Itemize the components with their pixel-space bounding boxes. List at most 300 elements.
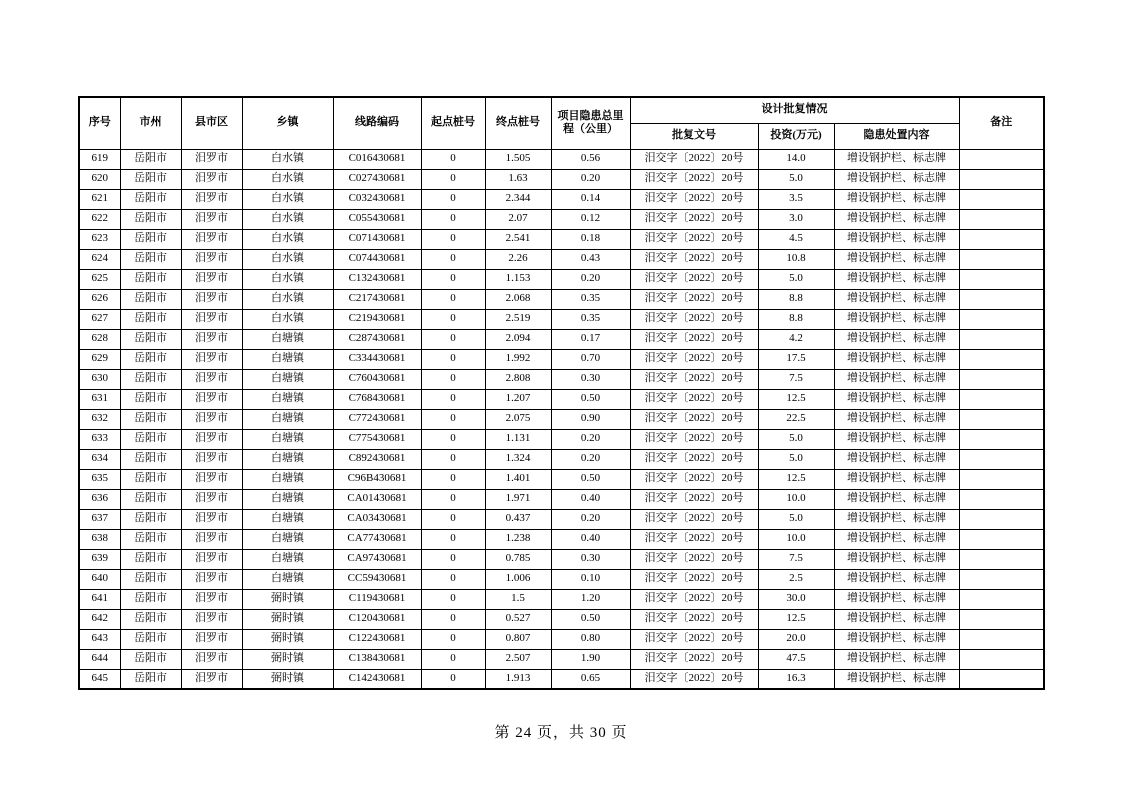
cell-investment: 17.5 (758, 349, 834, 369)
cell-end-stake: 1.505 (485, 149, 551, 169)
cell-investment: 4.2 (758, 329, 834, 349)
cell-start-stake: 0 (421, 329, 485, 349)
cell-city: 岳阳市 (120, 249, 181, 269)
cell-remark (959, 549, 1044, 569)
cell-town: 白水镇 (242, 189, 333, 209)
cell-county: 汨罗市 (181, 369, 242, 389)
cell-approval-doc: 汨交字〔2022〕20号 (630, 489, 758, 509)
cell-remark (959, 629, 1044, 649)
cell-town: 白塘镇 (242, 529, 333, 549)
cell-hazard-mileage: 0.56 (551, 149, 630, 169)
table-row (79, 609, 1044, 629)
cell-investment: 2.5 (758, 569, 834, 589)
cell-hazard-mileage: 0.18 (551, 229, 630, 249)
cell-end-stake: 1.913 (485, 669, 551, 689)
cell-remark (959, 389, 1044, 409)
cell-town: 白水镇 (242, 249, 333, 269)
cell-end-stake: 1.5 (485, 589, 551, 609)
cell-remark (959, 589, 1044, 609)
cell-start-stake: 0 (421, 249, 485, 269)
cell-approval-doc: 汨交字〔2022〕20号 (630, 169, 758, 189)
cell-end-stake: 1.131 (485, 429, 551, 449)
cell-remark (959, 329, 1044, 349)
cell-hazard-mileage: 0.90 (551, 409, 630, 429)
cell-approval-doc: 汨交字〔2022〕20号 (630, 229, 758, 249)
cell-investment: 5.0 (758, 449, 834, 469)
cell-county: 汨罗市 (181, 609, 242, 629)
cell-city: 岳阳市 (120, 349, 181, 369)
cell-serial: 620 (79, 169, 120, 189)
cell-serial: 637 (79, 509, 120, 529)
cell-remark (959, 409, 1044, 429)
table-row (79, 589, 1044, 609)
cell-remark (959, 569, 1044, 589)
table-row (79, 429, 1044, 449)
cell-serial: 639 (79, 549, 120, 569)
cell-start-stake: 0 (421, 549, 485, 569)
cell-city: 岳阳市 (120, 569, 181, 589)
cell-start-stake: 0 (421, 429, 485, 449)
cell-town: 白塘镇 (242, 369, 333, 389)
cell-remark (959, 209, 1044, 229)
cell-city: 岳阳市 (120, 629, 181, 649)
table-row (79, 309, 1044, 329)
cell-end-stake: 1.238 (485, 529, 551, 549)
cell-start-stake: 0 (421, 449, 485, 469)
cell-city: 岳阳市 (120, 549, 181, 569)
cell-investment: 5.0 (758, 429, 834, 449)
cell-county: 汨罗市 (181, 289, 242, 309)
cell-approval-doc: 汨交字〔2022〕20号 (630, 389, 758, 409)
cell-approval-doc: 汨交字〔2022〕20号 (630, 549, 758, 569)
table-row (79, 529, 1044, 549)
table-row (79, 549, 1044, 569)
cell-start-stake: 0 (421, 189, 485, 209)
cell-approval-doc: 汨交字〔2022〕20号 (630, 589, 758, 609)
cell-approval-doc: 汨交字〔2022〕20号 (630, 149, 758, 169)
cell-approval-doc: 汨交字〔2022〕20号 (630, 569, 758, 589)
cell-approval-doc: 汨交字〔2022〕20号 (630, 449, 758, 469)
cell-line-code: C132430681 (333, 269, 421, 289)
cell-city: 岳阳市 (120, 469, 181, 489)
cell-line-code: C334430681 (333, 349, 421, 369)
cell-town: 白塘镇 (242, 429, 333, 449)
cell-treatment-content: 增设钢护栏、标志牌 (834, 509, 959, 529)
cell-hazard-mileage: 0.14 (551, 189, 630, 209)
cell-city: 岳阳市 (120, 529, 181, 549)
cell-town: 白塘镇 (242, 349, 333, 369)
cell-end-stake: 1.006 (485, 569, 551, 589)
cell-treatment-content: 增设钢护栏、标志牌 (834, 169, 959, 189)
cell-treatment-content: 增设钢护栏、标志牌 (834, 489, 959, 509)
table-row (79, 569, 1044, 589)
cell-serial: 645 (79, 669, 120, 689)
cell-treatment-content: 增设钢护栏、标志牌 (834, 449, 959, 469)
cell-treatment-content: 增设钢护栏、标志牌 (834, 249, 959, 269)
table-row (79, 649, 1044, 669)
cell-end-stake: 1.971 (485, 489, 551, 509)
cell-treatment-content: 增设钢护栏、标志牌 (834, 429, 959, 449)
cell-start-stake: 0 (421, 209, 485, 229)
cell-county: 汨罗市 (181, 429, 242, 449)
cell-treatment-content: 增设钢护栏、标志牌 (834, 329, 959, 349)
table-row (79, 289, 1044, 309)
table-header (79, 97, 1044, 149)
cell-serial: 631 (79, 389, 120, 409)
table-row (79, 149, 1044, 169)
cell-start-stake: 0 (421, 669, 485, 689)
cell-hazard-mileage: 0.50 (551, 469, 630, 489)
cell-start-stake: 0 (421, 369, 485, 389)
cell-treatment-content: 增设钢护栏、标志牌 (834, 309, 959, 329)
cell-remark (959, 489, 1044, 509)
cell-remark (959, 509, 1044, 529)
cell-start-stake: 0 (421, 469, 485, 489)
cell-remark (959, 469, 1044, 489)
cell-end-stake: 2.519 (485, 309, 551, 329)
header-county: 县市区 (181, 97, 242, 149)
cell-end-stake: 2.068 (485, 289, 551, 309)
cell-county: 汨罗市 (181, 149, 242, 169)
cell-county: 汨罗市 (181, 229, 242, 249)
cell-investment: 12.5 (758, 469, 834, 489)
cell-approval-doc: 汨交字〔2022〕20号 (630, 409, 758, 429)
cell-hazard-mileage: 0.17 (551, 329, 630, 349)
cell-city: 岳阳市 (120, 409, 181, 429)
table-row (79, 209, 1044, 229)
cell-county: 汨罗市 (181, 309, 242, 329)
cell-line-code: C027430681 (333, 169, 421, 189)
cell-investment: 7.5 (758, 549, 834, 569)
cell-line-code: C772430681 (333, 409, 421, 429)
cell-start-stake: 0 (421, 269, 485, 289)
cell-town: 白水镇 (242, 289, 333, 309)
cell-treatment-content: 增设钢护栏、标志牌 (834, 289, 959, 309)
cell-city: 岳阳市 (120, 369, 181, 389)
header-hazard-mileage: 项目隐患总里程（公里） (551, 97, 630, 149)
cell-county: 汨罗市 (181, 189, 242, 209)
cell-city: 岳阳市 (120, 149, 181, 169)
cell-treatment-content: 增设钢护栏、标志牌 (834, 669, 959, 689)
cell-remark (959, 149, 1044, 169)
cell-end-stake: 2.541 (485, 229, 551, 249)
cell-town: 白水镇 (242, 149, 333, 169)
cell-investment: 4.5 (758, 229, 834, 249)
cell-serial: 627 (79, 309, 120, 329)
cell-investment: 10.8 (758, 249, 834, 269)
cell-city: 岳阳市 (120, 389, 181, 409)
cell-approval-doc: 汨交字〔2022〕20号 (630, 349, 758, 369)
cell-investment: 3.0 (758, 209, 834, 229)
header-approval-group: 设计批复情况 (630, 97, 959, 123)
cell-hazard-mileage: 0.50 (551, 389, 630, 409)
cell-town: 弼时镇 (242, 669, 333, 689)
cell-town: 弼时镇 (242, 589, 333, 609)
cell-treatment-content: 增设钢护栏、标志牌 (834, 409, 959, 429)
cell-hazard-mileage: 0.10 (551, 569, 630, 589)
cell-town: 白水镇 (242, 309, 333, 329)
table-row (79, 189, 1044, 209)
cell-treatment-content: 增设钢护栏、标志牌 (834, 269, 959, 289)
cell-remark (959, 429, 1044, 449)
cell-line-code: CA97430681 (333, 549, 421, 569)
cell-remark (959, 309, 1044, 329)
cell-line-code: CC59430681 (333, 569, 421, 589)
cell-approval-doc: 汨交字〔2022〕20号 (630, 669, 758, 689)
table-row (79, 629, 1044, 649)
cell-remark (959, 349, 1044, 369)
cell-end-stake: 0.527 (485, 609, 551, 629)
cell-town: 白塘镇 (242, 549, 333, 569)
header-end-stake: 终点桩号 (485, 97, 551, 149)
cell-treatment-content: 增设钢护栏、标志牌 (834, 349, 959, 369)
cell-hazard-mileage: 0.35 (551, 309, 630, 329)
cell-serial: 643 (79, 629, 120, 649)
header-investment: 投资(万元) (758, 123, 834, 149)
cell-city: 岳阳市 (120, 269, 181, 289)
cell-town: 弼时镇 (242, 609, 333, 629)
cell-remark (959, 529, 1044, 549)
cell-town: 白塘镇 (242, 449, 333, 469)
cell-city: 岳阳市 (120, 209, 181, 229)
table-body (79, 149, 1044, 689)
cell-line-code: C071430681 (333, 229, 421, 249)
cell-treatment-content: 增设钢护栏、标志牌 (834, 469, 959, 489)
table-row (79, 269, 1044, 289)
cell-county: 汨罗市 (181, 469, 242, 489)
cell-investment: 30.0 (758, 589, 834, 609)
cell-serial: 630 (79, 369, 120, 389)
cell-serial: 624 (79, 249, 120, 269)
cell-investment: 12.5 (758, 389, 834, 409)
cell-approval-doc: 汨交字〔2022〕20号 (630, 249, 758, 269)
cell-remark (959, 189, 1044, 209)
cell-city: 岳阳市 (120, 429, 181, 449)
cell-line-code: C219430681 (333, 309, 421, 329)
cell-serial: 635 (79, 469, 120, 489)
cell-start-stake: 0 (421, 529, 485, 549)
cell-approval-doc: 汨交字〔2022〕20号 (630, 469, 758, 489)
table-row (79, 449, 1044, 469)
cell-approval-doc: 汨交字〔2022〕20号 (630, 309, 758, 329)
cell-approval-doc: 汨交字〔2022〕20号 (630, 189, 758, 209)
table-row (79, 389, 1044, 409)
hazard-project-table (78, 96, 1045, 690)
table-row (79, 489, 1044, 509)
cell-county: 汨罗市 (181, 169, 242, 189)
cell-line-code: C122430681 (333, 629, 421, 649)
cell-town: 白塘镇 (242, 409, 333, 429)
cell-investment: 47.5 (758, 649, 834, 669)
cell-city: 岳阳市 (120, 449, 181, 469)
cell-treatment-content: 增设钢护栏、标志牌 (834, 229, 959, 249)
header-town: 乡镇 (242, 97, 333, 149)
cell-remark (959, 369, 1044, 389)
cell-county: 汨罗市 (181, 209, 242, 229)
cell-county: 汨罗市 (181, 509, 242, 529)
cell-end-stake: 1.153 (485, 269, 551, 289)
cell-investment: 10.0 (758, 489, 834, 509)
cell-county: 汨罗市 (181, 669, 242, 689)
cell-start-stake: 0 (421, 569, 485, 589)
cell-approval-doc: 汨交字〔2022〕20号 (630, 649, 758, 669)
cell-county: 汨罗市 (181, 589, 242, 609)
cell-hazard-mileage: 0.50 (551, 609, 630, 629)
cell-serial: 619 (79, 149, 120, 169)
cell-town: 白水镇 (242, 169, 333, 189)
header-remark: 备注 (959, 97, 1044, 149)
cell-serial: 625 (79, 269, 120, 289)
cell-serial: 644 (79, 649, 120, 669)
cell-town: 白塘镇 (242, 469, 333, 489)
cell-approval-doc: 汨交字〔2022〕20号 (630, 609, 758, 629)
cell-hazard-mileage: 0.80 (551, 629, 630, 649)
cell-end-stake: 2.344 (485, 189, 551, 209)
cell-city: 岳阳市 (120, 669, 181, 689)
cell-treatment-content: 增设钢护栏、标志牌 (834, 629, 959, 649)
cell-serial: 638 (79, 529, 120, 549)
cell-town: 弼时镇 (242, 649, 333, 669)
cell-investment: 8.8 (758, 289, 834, 309)
cell-line-code: C760430681 (333, 369, 421, 389)
cell-remark (959, 229, 1044, 249)
cell-city: 岳阳市 (120, 589, 181, 609)
cell-hazard-mileage: 0.20 (551, 509, 630, 529)
cell-line-code: C119430681 (333, 589, 421, 609)
cell-county: 汨罗市 (181, 349, 242, 369)
cell-hazard-mileage: 0.20 (551, 449, 630, 469)
cell-city: 岳阳市 (120, 489, 181, 509)
cell-investment: 5.0 (758, 509, 834, 529)
table-row (79, 229, 1044, 249)
cell-treatment-content: 增设钢护栏、标志牌 (834, 609, 959, 629)
cell-end-stake: 1.992 (485, 349, 551, 369)
cell-start-stake: 0 (421, 229, 485, 249)
cell-investment: 12.5 (758, 609, 834, 629)
cell-line-code: C074430681 (333, 249, 421, 269)
table-row (79, 249, 1044, 269)
cell-end-stake: 2.094 (485, 329, 551, 349)
cell-serial: 629 (79, 349, 120, 369)
cell-treatment-content: 增设钢护栏、标志牌 (834, 589, 959, 609)
cell-end-stake: 0.807 (485, 629, 551, 649)
cell-line-code: C120430681 (333, 609, 421, 629)
cell-line-code: CA77430681 (333, 529, 421, 549)
header-treatment-content: 隐患处置内容 (834, 123, 959, 149)
cell-line-code: CA03430681 (333, 509, 421, 529)
cell-hazard-mileage: 0.70 (551, 349, 630, 369)
cell-line-code: CA01430681 (333, 489, 421, 509)
header-approval-doc: 批复文号 (630, 123, 758, 149)
cell-treatment-content: 增设钢护栏、标志牌 (834, 369, 959, 389)
page-indicator: 第 24 页，共 30 页 (494, 725, 628, 741)
cell-remark (959, 609, 1044, 629)
cell-treatment-content: 增设钢护栏、标志牌 (834, 189, 959, 209)
cell-start-stake: 0 (421, 289, 485, 309)
cell-county: 汨罗市 (181, 449, 242, 469)
cell-start-stake: 0 (421, 609, 485, 629)
cell-serial: 633 (79, 429, 120, 449)
cell-county: 汨罗市 (181, 389, 242, 409)
cell-hazard-mileage: 1.90 (551, 649, 630, 669)
cell-treatment-content: 增设钢护栏、标志牌 (834, 389, 959, 409)
cell-end-stake: 2.507 (485, 649, 551, 669)
cell-county: 汨罗市 (181, 649, 242, 669)
cell-approval-doc: 汨交字〔2022〕20号 (630, 329, 758, 349)
cell-town: 白塘镇 (242, 329, 333, 349)
cell-serial: 640 (79, 569, 120, 589)
cell-town: 白塘镇 (242, 569, 333, 589)
table-row (79, 169, 1044, 189)
cell-investment: 7.5 (758, 369, 834, 389)
cell-investment: 5.0 (758, 269, 834, 289)
cell-treatment-content: 增设钢护栏、标志牌 (834, 569, 959, 589)
cell-serial: 634 (79, 449, 120, 469)
cell-start-stake: 0 (421, 409, 485, 429)
cell-line-code: C055430681 (333, 209, 421, 229)
cell-remark (959, 669, 1044, 689)
cell-end-stake: 2.075 (485, 409, 551, 429)
cell-investment: 20.0 (758, 629, 834, 649)
cell-investment: 8.8 (758, 309, 834, 329)
cell-town: 白水镇 (242, 269, 333, 289)
cell-investment: 5.0 (758, 169, 834, 189)
table-row (79, 349, 1044, 369)
cell-hazard-mileage: 0.20 (551, 429, 630, 449)
header-line-code: 线路编码 (333, 97, 421, 149)
cell-hazard-mileage: 0.30 (551, 369, 630, 389)
cell-start-stake: 0 (421, 309, 485, 329)
cell-start-stake: 0 (421, 649, 485, 669)
cell-treatment-content: 增设钢护栏、标志牌 (834, 649, 959, 669)
table-row (79, 409, 1044, 429)
cell-remark (959, 269, 1044, 289)
table-row (79, 509, 1044, 529)
header-start-stake: 起点桩号 (421, 97, 485, 149)
cell-approval-doc: 汨交字〔2022〕20号 (630, 269, 758, 289)
cell-remark (959, 249, 1044, 269)
cell-county: 汨罗市 (181, 489, 242, 509)
cell-end-stake: 1.324 (485, 449, 551, 469)
cell-serial: 626 (79, 289, 120, 309)
cell-serial: 623 (79, 229, 120, 249)
cell-approval-doc: 汨交字〔2022〕20号 (630, 529, 758, 549)
cell-serial: 632 (79, 409, 120, 429)
cell-treatment-content: 增设钢护栏、标志牌 (834, 149, 959, 169)
cell-approval-doc: 汨交字〔2022〕20号 (630, 509, 758, 529)
table-row (79, 329, 1044, 349)
cell-county: 汨罗市 (181, 629, 242, 649)
cell-city: 岳阳市 (120, 609, 181, 629)
cell-treatment-content: 增设钢护栏、标志牌 (834, 209, 959, 229)
cell-serial: 642 (79, 609, 120, 629)
cell-town: 白塘镇 (242, 509, 333, 529)
cell-end-stake: 1.63 (485, 169, 551, 189)
cell-start-stake: 0 (421, 149, 485, 169)
cell-county: 汨罗市 (181, 529, 242, 549)
cell-line-code: C138430681 (333, 649, 421, 669)
cell-town: 白水镇 (242, 209, 333, 229)
cell-serial: 641 (79, 589, 120, 609)
cell-town: 白水镇 (242, 229, 333, 249)
table-row (79, 469, 1044, 489)
cell-end-stake: 2.26 (485, 249, 551, 269)
cell-investment: 3.5 (758, 189, 834, 209)
cell-serial: 622 (79, 209, 120, 229)
cell-serial: 621 (79, 189, 120, 209)
cell-line-code: C892430681 (333, 449, 421, 469)
cell-remark (959, 289, 1044, 309)
